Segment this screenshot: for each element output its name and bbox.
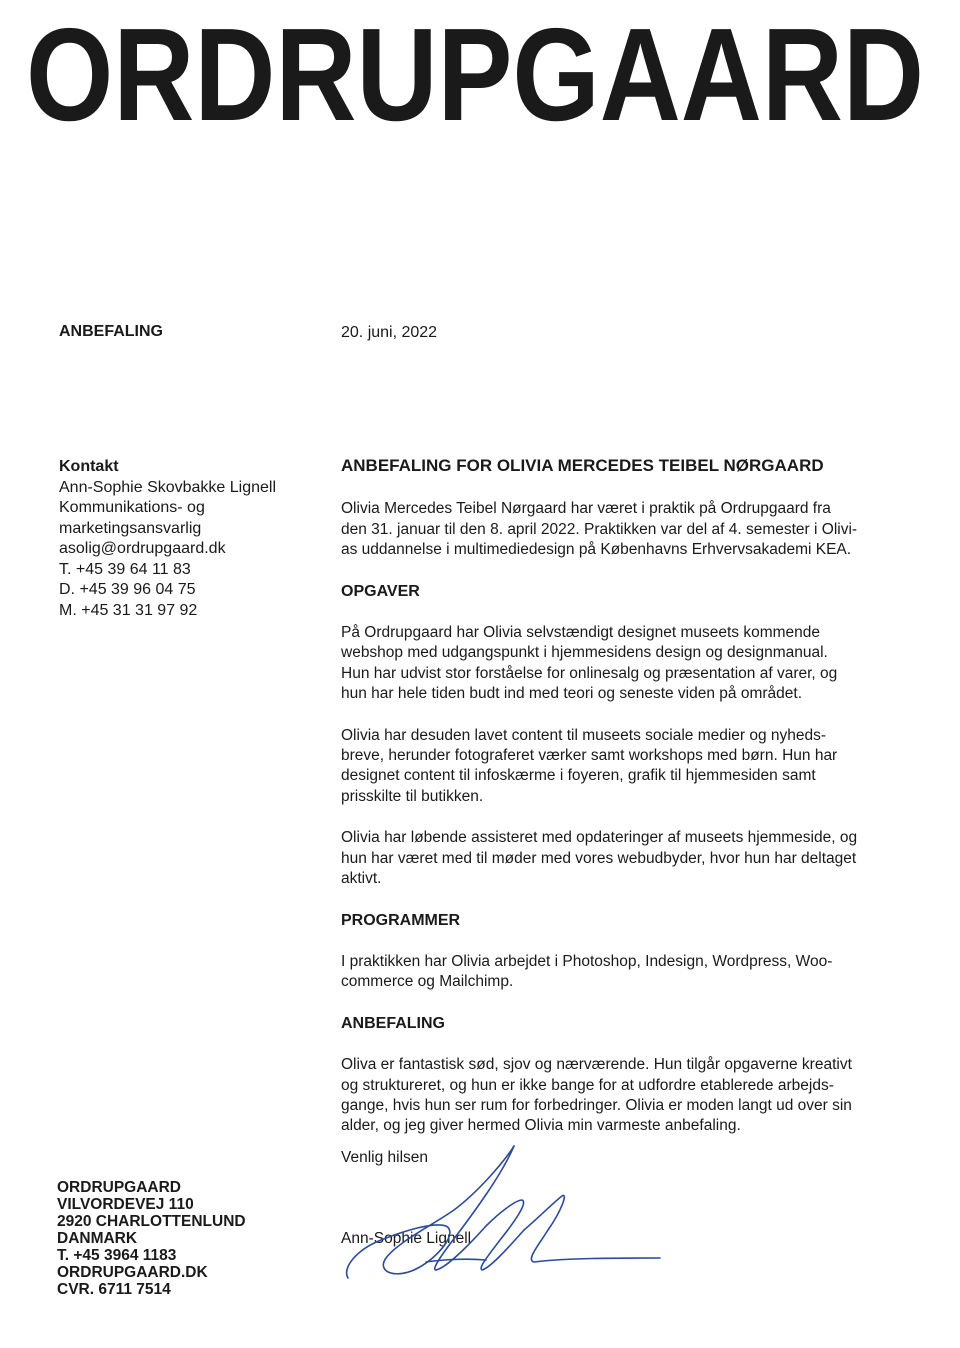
letter-title: ANBEFALING FOR OLIVIA MERCEDES TEIBEL NØRGAARD [341,456,824,475]
section-heading-recommendation: ANBEFALING [341,1014,445,1032]
section-heading-tasks: OPGAVER [341,582,420,600]
text-line: og struktureret, og hun er ikke bange for at udfordre etablerede arbejds- [341,1076,834,1094]
text-line: designet content til infoskærme i foyeren, grafik til hjemmesiden samt [341,767,816,785]
footer-line: ORDRUPGAARD [57,1179,181,1196]
tasks-paragraph-3 [341,828,901,889]
text-line: gange, hvis hun ser rum for forbedringer. Olivia er moden langt ud over sin [341,1096,852,1114]
footer-line: 2920 CHARLOTTENLUND [57,1213,246,1230]
footer-line: T. +45 3964 1183 [57,1247,177,1264]
contact-phone-d: D. +45 39 96 04 75 [59,581,196,598]
footer-line: CVR. 6711 7514 [57,1281,171,1298]
footer-line: VILVORDEVEJ 110 [57,1196,194,1213]
text-line: hun har været med til møder med vores webudbyder, hvor hun har deltaget [341,849,857,867]
intro-paragraph [341,499,901,560]
footer-address [57,1179,317,1298]
document-type-label: ANBEFALING [59,323,163,340]
text-line: prisskilte til butikken. [341,787,484,805]
letter-body [341,456,901,1158]
ordrupgaard-logo [26,22,926,132]
text-line: Olivia Mercedes Teibel Nørgaard har været i praktik på Ordrupgaard fra [341,500,831,518]
section-heading-programs: PROGRAMMER [341,911,461,929]
text-line: den 31. januar til den 8. april 2022. Praktikken var del af 4. semester i Olivi- [341,520,858,538]
text-line: Hun har udvist stor forståelse for onlinesalg og præsentation af varer, og [341,664,838,682]
handwritten-signature [336,1140,666,1290]
text-line: Olivia har løbende assisteret med opdateringer af museets hjemmeside, og [341,829,858,847]
tasks-paragraph-1 [341,623,901,705]
contact-title-line-1: Kommunikations- og [59,499,205,516]
text-line: webshop med udgangspunkt i hjemmesidens design og designmanual. [341,644,828,662]
contact-heading: Kontakt [59,458,119,475]
logo-text: ORDRUPGAARD [26,22,924,132]
footer-line: DANMARK [57,1230,138,1247]
text-line: alder, og jeg giver hermed Olivia min varmeste anbefaling. [341,1117,741,1135]
contact-email: asolig@ordrupgaard.dk [59,540,226,557]
text-line: aktivt. [341,870,382,888]
contact-title-line-2: marketingsansvarlig [59,519,202,537]
contact-phone-t: T. +45 39 64 11 83 [59,560,191,578]
contact-block [59,457,309,621]
programs-paragraph [341,952,901,993]
contact-name: Ann-Sophie Skovbakke Lignell [59,478,277,496]
text-line: hun har hele tiden budt ind med teori og seneste viden på området. [341,685,803,703]
text-line: Oliva er fantastisk sød, sjov og nærværende. Hun tilgår opgaverne kreativt [341,1056,852,1074]
text-line: breve, herunder fotograferet værker samt workshops med børn. Hun har [341,747,838,765]
text-line: Olivia har desuden lavet content til museets sociale medier og nyheds- [341,726,827,744]
text-line: as uddannelse i multimediedesign på Københavns Erhvervsakademi KEA. [341,541,852,559]
closing-salutation: Venlig hilsen [341,1149,429,1166]
recommendation-paragraph [341,1055,901,1137]
text-line: På Ordrupgaard har Olivia selvstændigt designet museets kommende [341,624,821,642]
document-date: 20. juni, 2022 [341,324,438,341]
contact-phone-m: M. +45 31 31 97 92 [59,601,198,619]
footer-line: ORDRUPGAARD.DK [57,1264,208,1281]
text-line: I praktikken har Olivia arbejdet i Photoshop, Indesign, Wordpress, Woo- [341,952,833,970]
text-line: commerce og Mailchimp. [341,973,514,991]
tasks-paragraph-2 [341,726,901,808]
signer-name: Ann-Sophie Lignell [341,1230,472,1247]
